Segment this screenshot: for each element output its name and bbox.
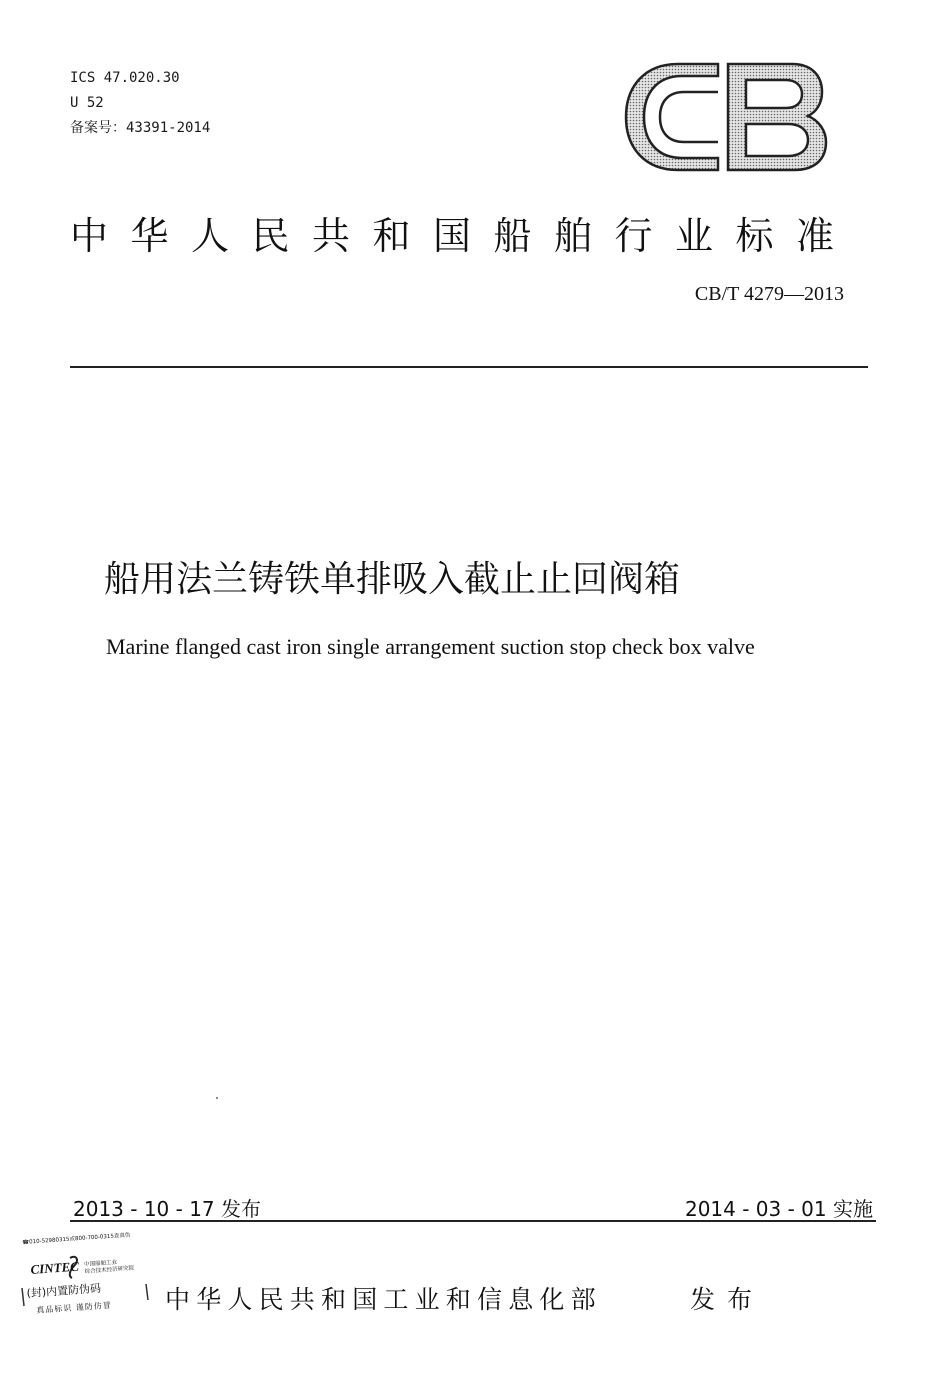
header-divider xyxy=(70,366,868,368)
ics-code: ICS 47.020.30 xyxy=(70,70,180,86)
stamp-brand: CINTEC xyxy=(30,1258,80,1277)
ccs-code: U 52 xyxy=(70,95,104,111)
standard-category-title: 中华人民共和国船舶行业标准 xyxy=(70,214,857,258)
standard-number: CB/T 4279—2013 xyxy=(694,283,844,305)
stamp-org-line1: 中国船舶工业 xyxy=(84,1259,118,1268)
classification-codes xyxy=(70,66,210,141)
publish-word: 发布 xyxy=(690,1285,765,1314)
filing-number: 备案号：43391-2014 xyxy=(70,120,211,136)
implement-date: 2014 - 03 - 01 实施 xyxy=(684,1197,873,1221)
stamp-org-line2: 综合技术经济研究院 xyxy=(84,1265,135,1275)
document-title-cn: 船用法兰铸铁单排吸入截止止回阀箱 xyxy=(104,559,681,600)
stamp-phone: ☎010-52980315或800-700-0315查真伪 xyxy=(22,1232,131,1246)
cb-logo xyxy=(620,62,830,172)
speck xyxy=(216,1097,218,1099)
document-title-en: Marine flanged cast iron single arrangement suction stop check box valve xyxy=(106,634,755,659)
stamp-security-code: (封)内置防伪码 xyxy=(26,1281,102,1300)
stamp-footnote: 真品标识 谨防仿冒 xyxy=(36,1300,113,1315)
publish-date: 2013 - 10 - 17 发布 xyxy=(73,1197,262,1221)
footer-divider xyxy=(70,1220,876,1222)
publisher-name: 中华人民共和国工业和信息化部 xyxy=(165,1285,602,1314)
